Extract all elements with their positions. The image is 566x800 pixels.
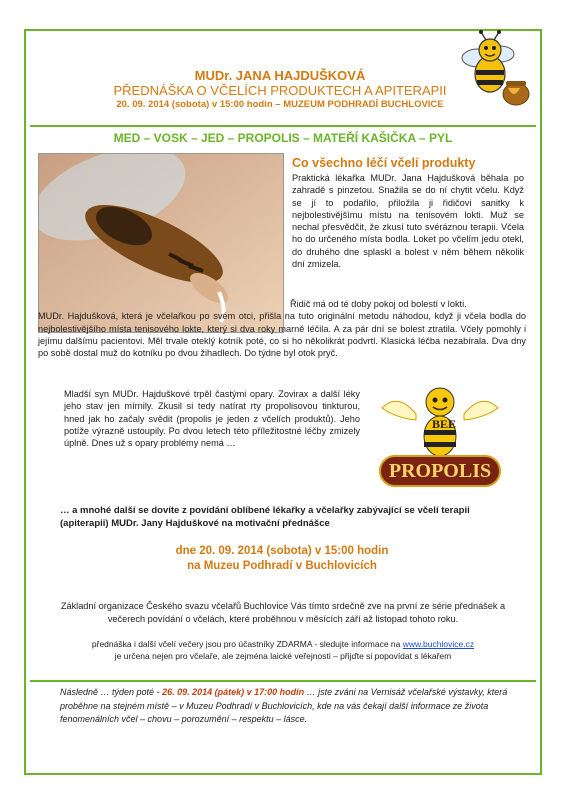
footer-text-1: Následně … týden poté -	[60, 687, 163, 697]
audience-line: je určena nejen pro včelaře, ale zejména laické veřejnosti – přijďte si popovídat s lékařem	[114, 651, 452, 661]
bee-products-line: MED – VOSK – JED – PROPOLIS – MATEŘÍ KAŠIČKA – PYL	[113, 131, 453, 145]
article-heading: Co všechno léčí včelí produkty	[292, 156, 476, 170]
bee-mascot-icon	[448, 30, 538, 110]
propolis-logo-text: PROPOLIS	[388, 460, 492, 482]
footer-date: 26. 09. 2014 (pátek) v 17:00 hodin	[162, 687, 305, 697]
article-paragraph-3: Mladší syn MUDr. Hajduškové trpěl častými opary. Zovirax a další léky jeho stav jen mírnily. Zkusil si tedy natírat rty propolisovou tinkturou, hned jak ho začaly svědit (propolis je jeden z včelích produktů). Jeho potíže výrazně ustoupily. Po dvou letech této příležitostné léčby zmizely úplně. Dnes už s opary problémy nemá …	[64, 389, 360, 449]
event-date-line: 20. 09. 2014 (sobota) v 15:00 hodin – MUZEUM PODHRADÍ BUCHLOVICE	[116, 99, 444, 110]
free-admission-info	[54, 638, 512, 662]
event-date: dne 20. 09. 2014 (sobota) v 15:00 hodin	[175, 545, 389, 557]
free-info-text: přednáška i další včelí večery jsou pro účastníky ZDARMA - sledujte informace na	[91, 639, 403, 649]
article-intro: Praktická lékařka MUDr. Jana Hajdušková běhala po zahradě s pinzetou. Snažila se do ní chytit včelu. Když se jí to podařilo, přiložila ji řidičovi sanitky k nejbolestivějšímu místu na tenisovém lokti. Muž se nechal přesvědčit, že zkusí tuto svéráznou terapii. Včela ho do určeného místa bodla. Loket po včelím jedu otekl, do druhého dne splaskl a bolest v něm během několik dní zmizela.	[292, 173, 524, 270]
paragraph-2-text: MUDr. Hajdušková, která je včelařkou po svém otci, přišla na tuto originální metodu náhodou, když ji včela bodla do nejbolestivějšího místa tenisového lokte, který si dva roky marně léčila. A za pár dní se bolest ztratila. Včely pomohly i jejímu dalšímu pacientovi. Měl trvale oteklý kotník poté, co si ho několikrát podvrtl. Klasická léčba nezabírala. Dva dny po sobě dostal muž do kotníku po dvou žihadlech. Do týdne byl otok pryč.	[38, 311, 526, 359]
website-link[interactable]: www.buchlovice.cz	[402, 639, 475, 649]
article-paragraph-2	[38, 298, 526, 359]
speaker-name: MUDr. JANA HAJDUŠKOVÁ	[194, 68, 366, 83]
divider-top	[30, 125, 536, 127]
divider-bottom	[30, 680, 536, 682]
follow-up-event	[60, 686, 516, 727]
bee-propolis-logo	[376, 380, 504, 500]
free-info-line	[54, 638, 512, 650]
lecture-subtitle: PŘEDNÁŠKA O VČELÍCH PRODUKTECH A APITERAPII	[113, 83, 447, 98]
event-venue: na Muzeu Podhradí v Buchlovicích	[187, 560, 377, 572]
organizer-text: Základní organizace Českého svazu včelařů Buchlovice Vás tímto srdečně zve na první ze série přednášek a večerech povídání o včelách, které proběhnou v měsících září až listopad tohoto roku.	[60, 601, 506, 624]
paragraph-2-first-line: Řidič má od té doby pokoj od bolestí v lokti.	[290, 299, 467, 309]
event-details	[60, 544, 504, 574]
footer-text-2: … jste zváni na Vernisáž včelařské výstavky, která proběhne na stejném místě – v Muzeu Podhradí v Buchlovicích, kde na vás čekají další informace ze života fenomenálních včel – chovu – porozumění – respektu – lásce.	[60, 687, 508, 724]
bee-logo-text: BEE	[432, 417, 457, 431]
invitation-intro: … a mnohé další se dovíte z povídání oblíbené lékařky a včelařky zabývající se včelí terapii (apiterapii) MUDr. Jany Hajduškové na motivační přednášce	[60, 505, 470, 529]
